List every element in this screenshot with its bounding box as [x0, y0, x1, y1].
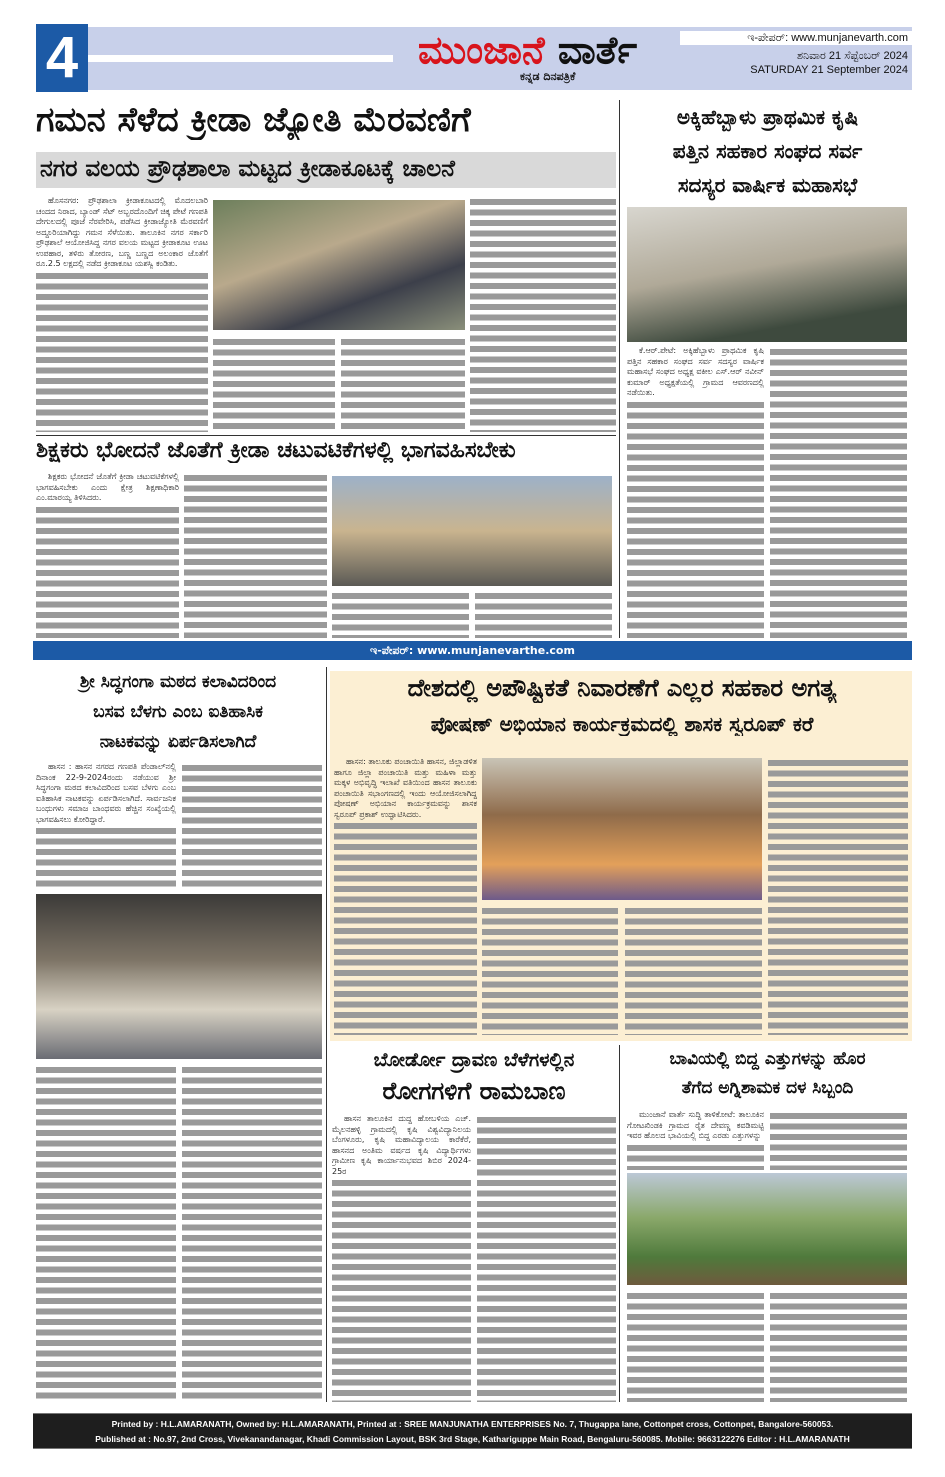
headline-well [625, 1045, 910, 1103]
article-teachers-col2 [184, 472, 327, 638]
article-teachers-col1 [36, 472, 179, 638]
article-bordeaux-col1 [332, 1114, 471, 1402]
article-torch-col3 [341, 336, 465, 432]
article-teachers-col3 [332, 590, 469, 638]
date-kannada: ಶನಿವಾರ 21 ಸೆಪ್ಟೆಂಬರ್ 2024 [796, 50, 908, 62]
headline-society [625, 100, 910, 202]
article-nutrition-col3 [625, 905, 762, 1035]
tagline: ಕನ್ನಡ ದಿನಪತ್ರಿಕೆ [520, 70, 576, 83]
article-drama-col1 [36, 762, 176, 890]
headline-line: ಬೋರ್ಡೋ ದ್ರಾವಣ ಬೆಳೆಗಳಲ್ಲಿನ [373, 1049, 575, 1071]
article-well-col1 [627, 1110, 764, 1170]
subhead-torch: ನಗರ ವಲಯ ಪ್ರೌಢಶಾಲಾ ಮಟ್ಟದ ಕ್ರೀಡಾಕೂಟಕ್ಕೆ ಚಾಲನೆ [36, 152, 616, 188]
article-lead: ಮುಂಜಾನೆ ವಾರ್ತೆ ಸುದ್ದಿ ತಾಳಿಕೋಟೆ: ತಾಲೂಕಿನ ಗೋಟಖಿಂಡಕಿ ಗ್ರಾಮದ ರೈತ ದೇವಣ್ಣ ಕವಡಿಮಟ್ಟಿ ಇವರ ಹೊಲದ ಭಾವಿಯಲ್ಲಿ ಬಿದ್ದ ಎರಡು ಎತ್ತುಗಳನ್ನು [627, 1110, 764, 1140]
photo-well-rescue [627, 1173, 907, 1285]
subhead-nutrition: ಪೋಷಣ್ ಅಭಿಯಾನ ಕಾರ್ಯಕ್ರಮದಲ್ಲಿ ಶಾಸಕ ಸ್ವರೂಪ್ ಕರೆ [430, 713, 814, 736]
article-bordeaux-col2 [477, 1114, 616, 1402]
epaper-banner[interactable]: ಇ-ಪೇಪರ್: www.munjanevarthe.com [33, 641, 912, 660]
headline-drama [36, 667, 320, 757]
article-nutrition-col4 [768, 757, 908, 1035]
photo-nutrition-event [482, 758, 762, 900]
headline-line: ರೋಗಗಳಿಗೆ ರಾಮಬಾಣ [382, 1077, 566, 1105]
date-english: SATURDAY 21 September 2024 [750, 64, 908, 76]
column-divider [326, 667, 327, 1402]
article-torch-col1 [36, 196, 208, 432]
headline-nutrition: ದೇಶದಲ್ಲಿ ಅಪೌಷ್ಟಿಕತೆ ನಿವಾರಣೆಗೆ ಎಲ್ಲರ ಸಹಕಾರ ಅಗತ್ಯ [407, 675, 837, 702]
article-well-col4 [770, 1290, 907, 1402]
article-lead: ಹೊಸನಗರ: ಪ್ರೌಢಶಾಲಾ ಕ್ರೀಡಾಕೂಟದಲ್ಲಿ ಮೊದಲಬಾರಿ ಚಂದದ ನಿರಾದ, ಬ್ಯಾಂಡ್ ಸೆಟ್ ಅಬ್ಬರದೊಂದಿಗೆ ಚಿಕ್ಕ ಪೇಟೆ ಗಣಪತಿ ದೇಗುಲದಲ್ಲಿ ಪೂಜೆ ನೆರವೇರಿಸಿ, ಪಡೆಸಿದ ಕ್ರೀಡಾಜ್ಯೋತಿ ಮೆರವಣಿಗೆ ಅದ್ದೂರಿಯಾಗಿದ್ದು ಗಮನ ಸೆಳೆಯಿತು. ತಾಲೂಕಿನ ನಗರ ಸರ್ಕಾರಿ ಪ್ರೌಢಶಾಲೆ ಆಯೋಜಿಸಿದ್ದ ನಗರ ವಲಯ ಮಟ್ಟದ ಕ್ರೀಡಾಕೂಟ ಊಟ ಉಪಹಾರ, ತಳಿರು ತೋರಣ, ಬಣ್ಣ ಬಣ್ಣದ ಅಲಂಕಾರ ಜೊತೆಗೆ ರೂ.2.5 ಲಕ್ಷದಲ್ಲಿ ನಡೆದ ಕ್ರೀಡಾಕೂಟ ಯಶಸ್ವಿ ಕಂಡಿತು. [36, 196, 208, 268]
headline-line: ನಾಟಕವನ್ನು ಏರ್ಪಡಿಸಲಾಗಿದೆ [99, 732, 257, 752]
photo-drama-gathering [36, 894, 322, 1059]
article-lead: ಹಾಸನ ತಾಲೂಕಿನ ದುದ್ದ ಹೋಬಳಿಯ ಎಚ್. ಮೈಲನಹಳ್ಳಿ ಗ್ರಾಮದಲ್ಲಿ ಕೃಷಿ ವಿಶ್ವವಿದ್ಯಾನಿಲಯ ಬೆಂಗಳೂರು, ಕೃಷಿ ಮಹಾವಿದ್ಯಾಲಯ ಕಾರೆಕೆರೆ, ಹಾಸನದ ಅಂತಿಮ ವರ್ಷದ ಕೃಷಿ ವಿದ್ಯಾರ್ಥಿಗಳು ಗ್ರಾಮೀಣ ಕೃಷಿ ಕಾರ್ಯಾನುಭವದ ಶಿಬಿರ 2024-25ರ [332, 1114, 471, 1176]
masthead-strip [88, 55, 393, 62]
photo-teachers-sports [332, 476, 612, 586]
article-well-col3 [627, 1290, 764, 1402]
photo-society-meeting [627, 207, 907, 342]
epaper-link[interactable]: ಇ-ಪೇಪರ್: www.munjanevarth.com [680, 31, 912, 45]
article-drama-col4 [182, 1064, 322, 1400]
article-society-col2 [770, 346, 907, 638]
imprint-line-1: Printed by : H.L.AMARANATH, Owned by: H.L.AMARANATH, Printed at : SREE MANJUNATHA ENTERPRISES No. 7, Thugappa lane, Cottonpet cross, Cottonpet, Bangalore-560053. [111, 1419, 834, 1429]
headline-line: ಸದಸ್ಯರ ವಾರ್ಷಿಕ ಮಹಾಸಭೆ [677, 173, 858, 197]
article-torch-col2 [213, 336, 335, 432]
article-society-col1 [627, 346, 764, 638]
headline-torch: ಗಮನ ಸೆಳೆದ ಕ್ರೀಡಾ ಜ್ಯೋತಿ ಮೆರವಣಿಗೆ [36, 101, 471, 140]
logo-part1: ಮುಂಜಾನೆ [417, 28, 545, 72]
divider [36, 435, 616, 436]
article-nutrition-col1 [334, 757, 477, 1035]
headline-bordeaux [332, 1045, 616, 1107]
article-drama-col2 [182, 762, 322, 890]
column-divider [619, 1045, 620, 1402]
article-lead: ಹಾಸನ : ಹಾಸನ ನಗರದ ಗಣಪತಿ ಪೆಂಡಾಲ್‌ನಲ್ಲಿ ದಿನಾಂಕ 22-9-2024ರಂದು ನಡೆಯುವ ಶ್ರೀ ಸಿದ್ಧಗಂಗಾ ಮಠದ ಕಲಾವಿದರಿಂದ ಬಸವ ಬೆಳಗು ಎಂಬ ಐತಿಹಾಸಿಕ ನಾಟಕವನ್ನು ಏರ್ಪಡಿಸಲಾಗಿದೆ. ಸಾರ್ವಜನಿಕ ಬಂಧುಗಳು ಸಮಾಜ ಬಾಂಧವರು ಹೆಚ್ಚಿನ ಸಂಖ್ಯೆಯಲ್ಲಿ ಭಾಗವಹಿಸಲು ಕೋರಿದ್ದಾರೆ. [36, 762, 176, 824]
article-lead: ಕೆ.ಆರ್.ಪೇಟೆ: ಅಕ್ಕಿಹೆಬ್ಬಾಳು ಪ್ರಾಥಮಿಕ ಕೃಷಿ ಪತ್ತಿನ ಸಹಕಾರ ಸಂಘದ ಸರ್ವ ಸದಸ್ಯರ ವಾರ್ಷಿಕ ಮಹಾಸಭೆ ಸಂಘದ ಅಧ್ಯಕ್ಷ ವಕೀಲ ಎಸ್.ಆರ್ ನವೀನ್ ಕುಮಾರ್ ಅಧ್ಯಕ್ಷತೆಯಲ್ಲಿ ಗ್ರಾಮದ ಆವರಣದಲ್ಲಿ ನಡೆಯಿತು. [627, 346, 764, 397]
article-nutrition-col2 [482, 905, 618, 1035]
headline-teachers: ಶಿಕ್ಷಕರು ಭೋದನೆ ಜೊತೆಗೆ ಕ್ರೀಡಾ ಚಟುವಟಿಕೆಗಳಲ್ಲಿ ಭಾಗವಹಿಸಬೇಕು [36, 438, 516, 463]
logo-part2: ವಾರ್ತೆ [557, 28, 638, 72]
headline-line: ತೆಗೆದ ಅಗ್ನಿಶಾಮಕ ದಳ ಸಿಬ್ಬಂದಿ [681, 1078, 854, 1098]
column-divider [619, 100, 620, 638]
headline-line: ಬಾವಿಯಲ್ಲಿ ಬಿದ್ದ ಎತ್ತುಗಳನ್ನು ಹೊರ [669, 1049, 866, 1069]
page-number: 4 [36, 24, 88, 92]
article-lead: ಶಿಕ್ಷಕರು ಭೋದನೆ ಜೊತೆಗೆ ಕ್ರೀಡಾ ಚಟುವಟಿಕೆಗಳಲ್ಲಿ ಭಾಗವಹಿಸಬೇಕು ಎಂದು ಕ್ಷೇತ್ರ ಶಿಕ್ಷಣಾಧಿಕಾರಿ ಎಂ.ಮಾರಯ್ಯ ತಿಳಿಸಿದರು. [36, 472, 179, 502]
newspaper-logo [395, 28, 660, 72]
article-lead: ಹಾಸನ: ತಾಲೂಕು ಪಂಚಾಯಿತಿ ಹಾಸನ, ಜಿಲ್ಲಾಡಳಿತ ಹಾಗೂ ಜಿಲ್ಲಾ ಪಂಚಾಯಿತಿ ಮತ್ತು ಮಹಿಳಾ ಮತ್ತು ಮಕ್ಕಳ ಅಭಿವೃದ್ಧಿ ಇಲಾಖೆ ವತಿಯಿಂದ ಹಾಸನ ತಾಲೂಕು ಪಂಚಾಯಿತಿ ಸಭಾಂಗಣದಲ್ಲಿ ಇಂದು ಆಯೋಜಿಸಲಾಗಿದ್ದ ಪೋಷಣ್ ಅಭಿಯಾನ ಕಾರ್ಯಕ್ರಮವನ್ನು ಶಾಸಕ ಸ್ವರೂಪ್ ಪ್ರಕಾಶ್ ಉದ್ಘಾಟಿಸಿದರು. [334, 757, 477, 819]
article-torch-col4 [470, 196, 616, 432]
imprint-line-2: Published at : No.97, 2nd Cross, Vivekanandanagar, Khadi Commission Layout, BSK 3rd Stage, Kathariguppe Main Road, Bengaluru-560085. Mobile: 9663122276 Editor : H.L.AMARANATH [95, 1434, 850, 1444]
photo-torch-procession [213, 200, 465, 330]
article-drama-col3 [36, 1064, 176, 1400]
headline-line: ಶ್ರೀ ಸಿದ್ಧಗಂಗಾ ಮಠದ ಕಲಾವಿದರಿಂದ [79, 672, 277, 692]
article-teachers-col4 [475, 590, 612, 638]
imprint-footer [33, 1413, 912, 1449]
headline-line: ಬಸವ ಬೆಳಗು ಎಂಬ ಐತಿಹಾಸಿಕ [93, 702, 263, 722]
headline-line: ಅಕ್ಕಿಹೆಬ್ಬಾಳು ಪ್ರಾಥಮಿಕ ಕೃಷಿ [676, 105, 859, 129]
headline-line: ಪತ್ತಿನ ಸಹಕಾರ ಸಂಘದ ಸರ್ವ [672, 139, 863, 163]
article-well-col2 [770, 1110, 907, 1170]
